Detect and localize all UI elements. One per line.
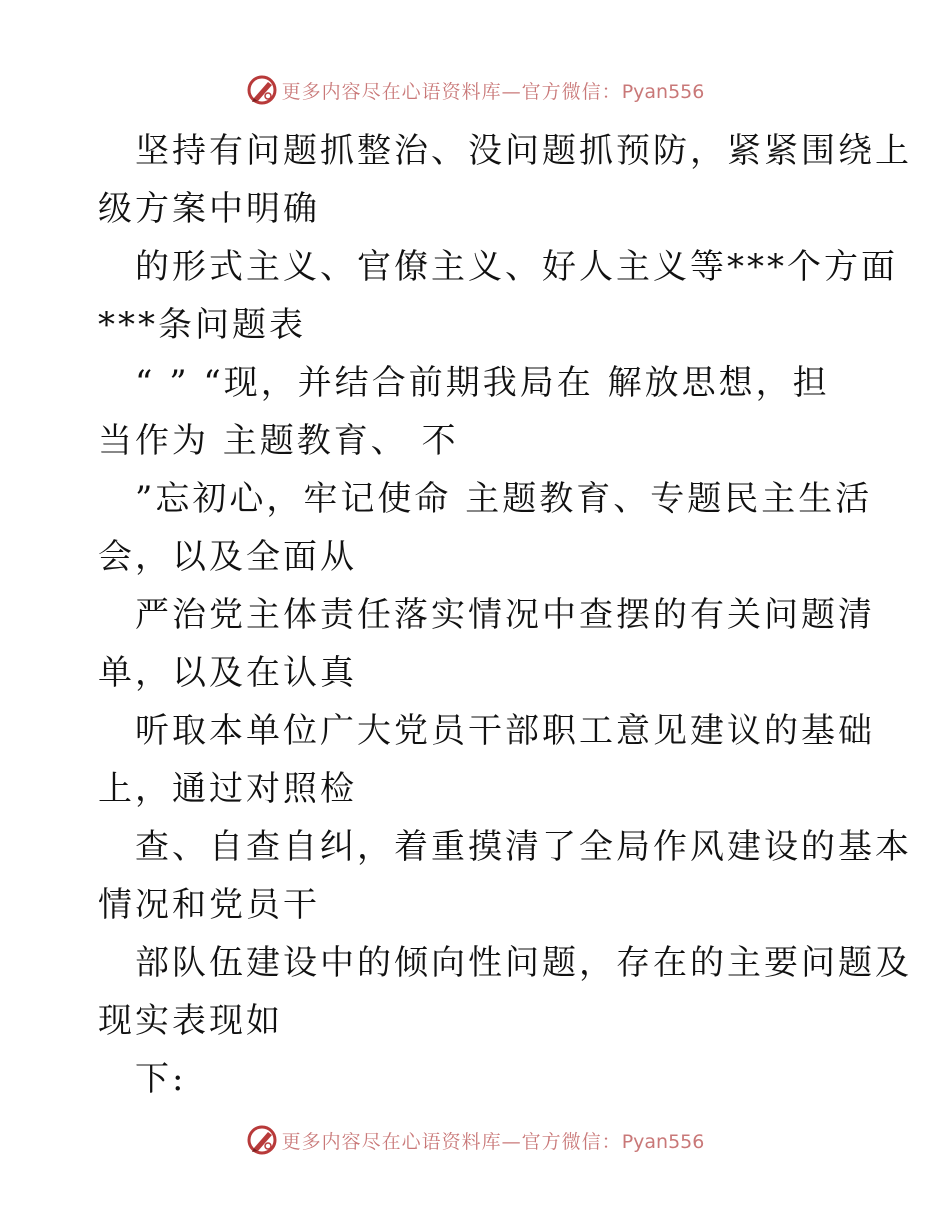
footer-banner	[0, 1120, 950, 1160]
site-name: 更多内容尽在心语资料库	[281, 1130, 502, 1153]
document-body	[98, 122, 912, 1108]
wechat-id: Pyan556	[621, 80, 705, 103]
paragraph-line: 现实表现如	[98, 1001, 283, 1041]
paragraph-line: 查、自查自纠，着重摸清了全局作风建设的基本	[135, 827, 912, 867]
paragraph	[98, 470, 888, 586]
banner-separator: —	[501, 1130, 522, 1153]
paragraph	[98, 122, 912, 238]
wechat-label: 官方微信：	[521, 1130, 622, 1153]
paragraph	[98, 702, 888, 818]
paragraph-line: ***条问题表	[98, 305, 306, 345]
paragraph-line: 严治党主体责任落实情况中查摆的有关问题清	[135, 595, 875, 635]
paragraph-line: 当作为 主题教育、 不	[98, 421, 459, 461]
paragraph-line: ”忘初心，牢记使命 主题教育、专题民主生活	[135, 479, 873, 519]
banner-separator: —	[501, 80, 522, 103]
site-name: 更多内容尽在心语资料库	[281, 80, 502, 103]
paragraph-line: 会，以及全面从	[98, 537, 357, 577]
header-banner	[0, 70, 950, 110]
paragraph-line: 级方案中明确	[98, 189, 320, 229]
paragraph-line: “ ” “现，并结合前期我局在 解放思想，担	[135, 363, 830, 403]
wechat-id: Pyan556	[621, 1130, 705, 1153]
paragraph	[98, 1050, 888, 1108]
banner-text	[282, 77, 705, 104]
banner-text	[282, 1127, 705, 1154]
paragraph	[98, 238, 898, 354]
paragraph-line: 单，以及在认真	[98, 653, 357, 693]
paragraph	[98, 586, 888, 702]
wechat-label: 官方微信：	[521, 80, 622, 103]
paragraph	[98, 818, 912, 934]
paragraph	[98, 354, 888, 470]
paragraph	[98, 934, 912, 1050]
paragraph-line: 上，通过对照检	[98, 769, 357, 809]
paragraph-line: 坚持有问题抓整治、没问题抓预防，紧紧围绕上	[135, 131, 912, 171]
pen-logo-icon	[246, 74, 278, 106]
paragraph-line: 情况和党员干	[98, 885, 320, 925]
pen-logo-icon	[246, 1124, 278, 1156]
paragraph-line: 部队伍建设中的倾向性问题，存在的主要问题及	[135, 943, 912, 983]
paragraph-line: 下:	[135, 1059, 187, 1099]
paragraph-line: 的形式主义、官僚主义、好人主义等***个方面	[135, 247, 898, 287]
paragraph-line: 听取本单位广大党员干部职工意见建议的基础	[135, 711, 875, 751]
